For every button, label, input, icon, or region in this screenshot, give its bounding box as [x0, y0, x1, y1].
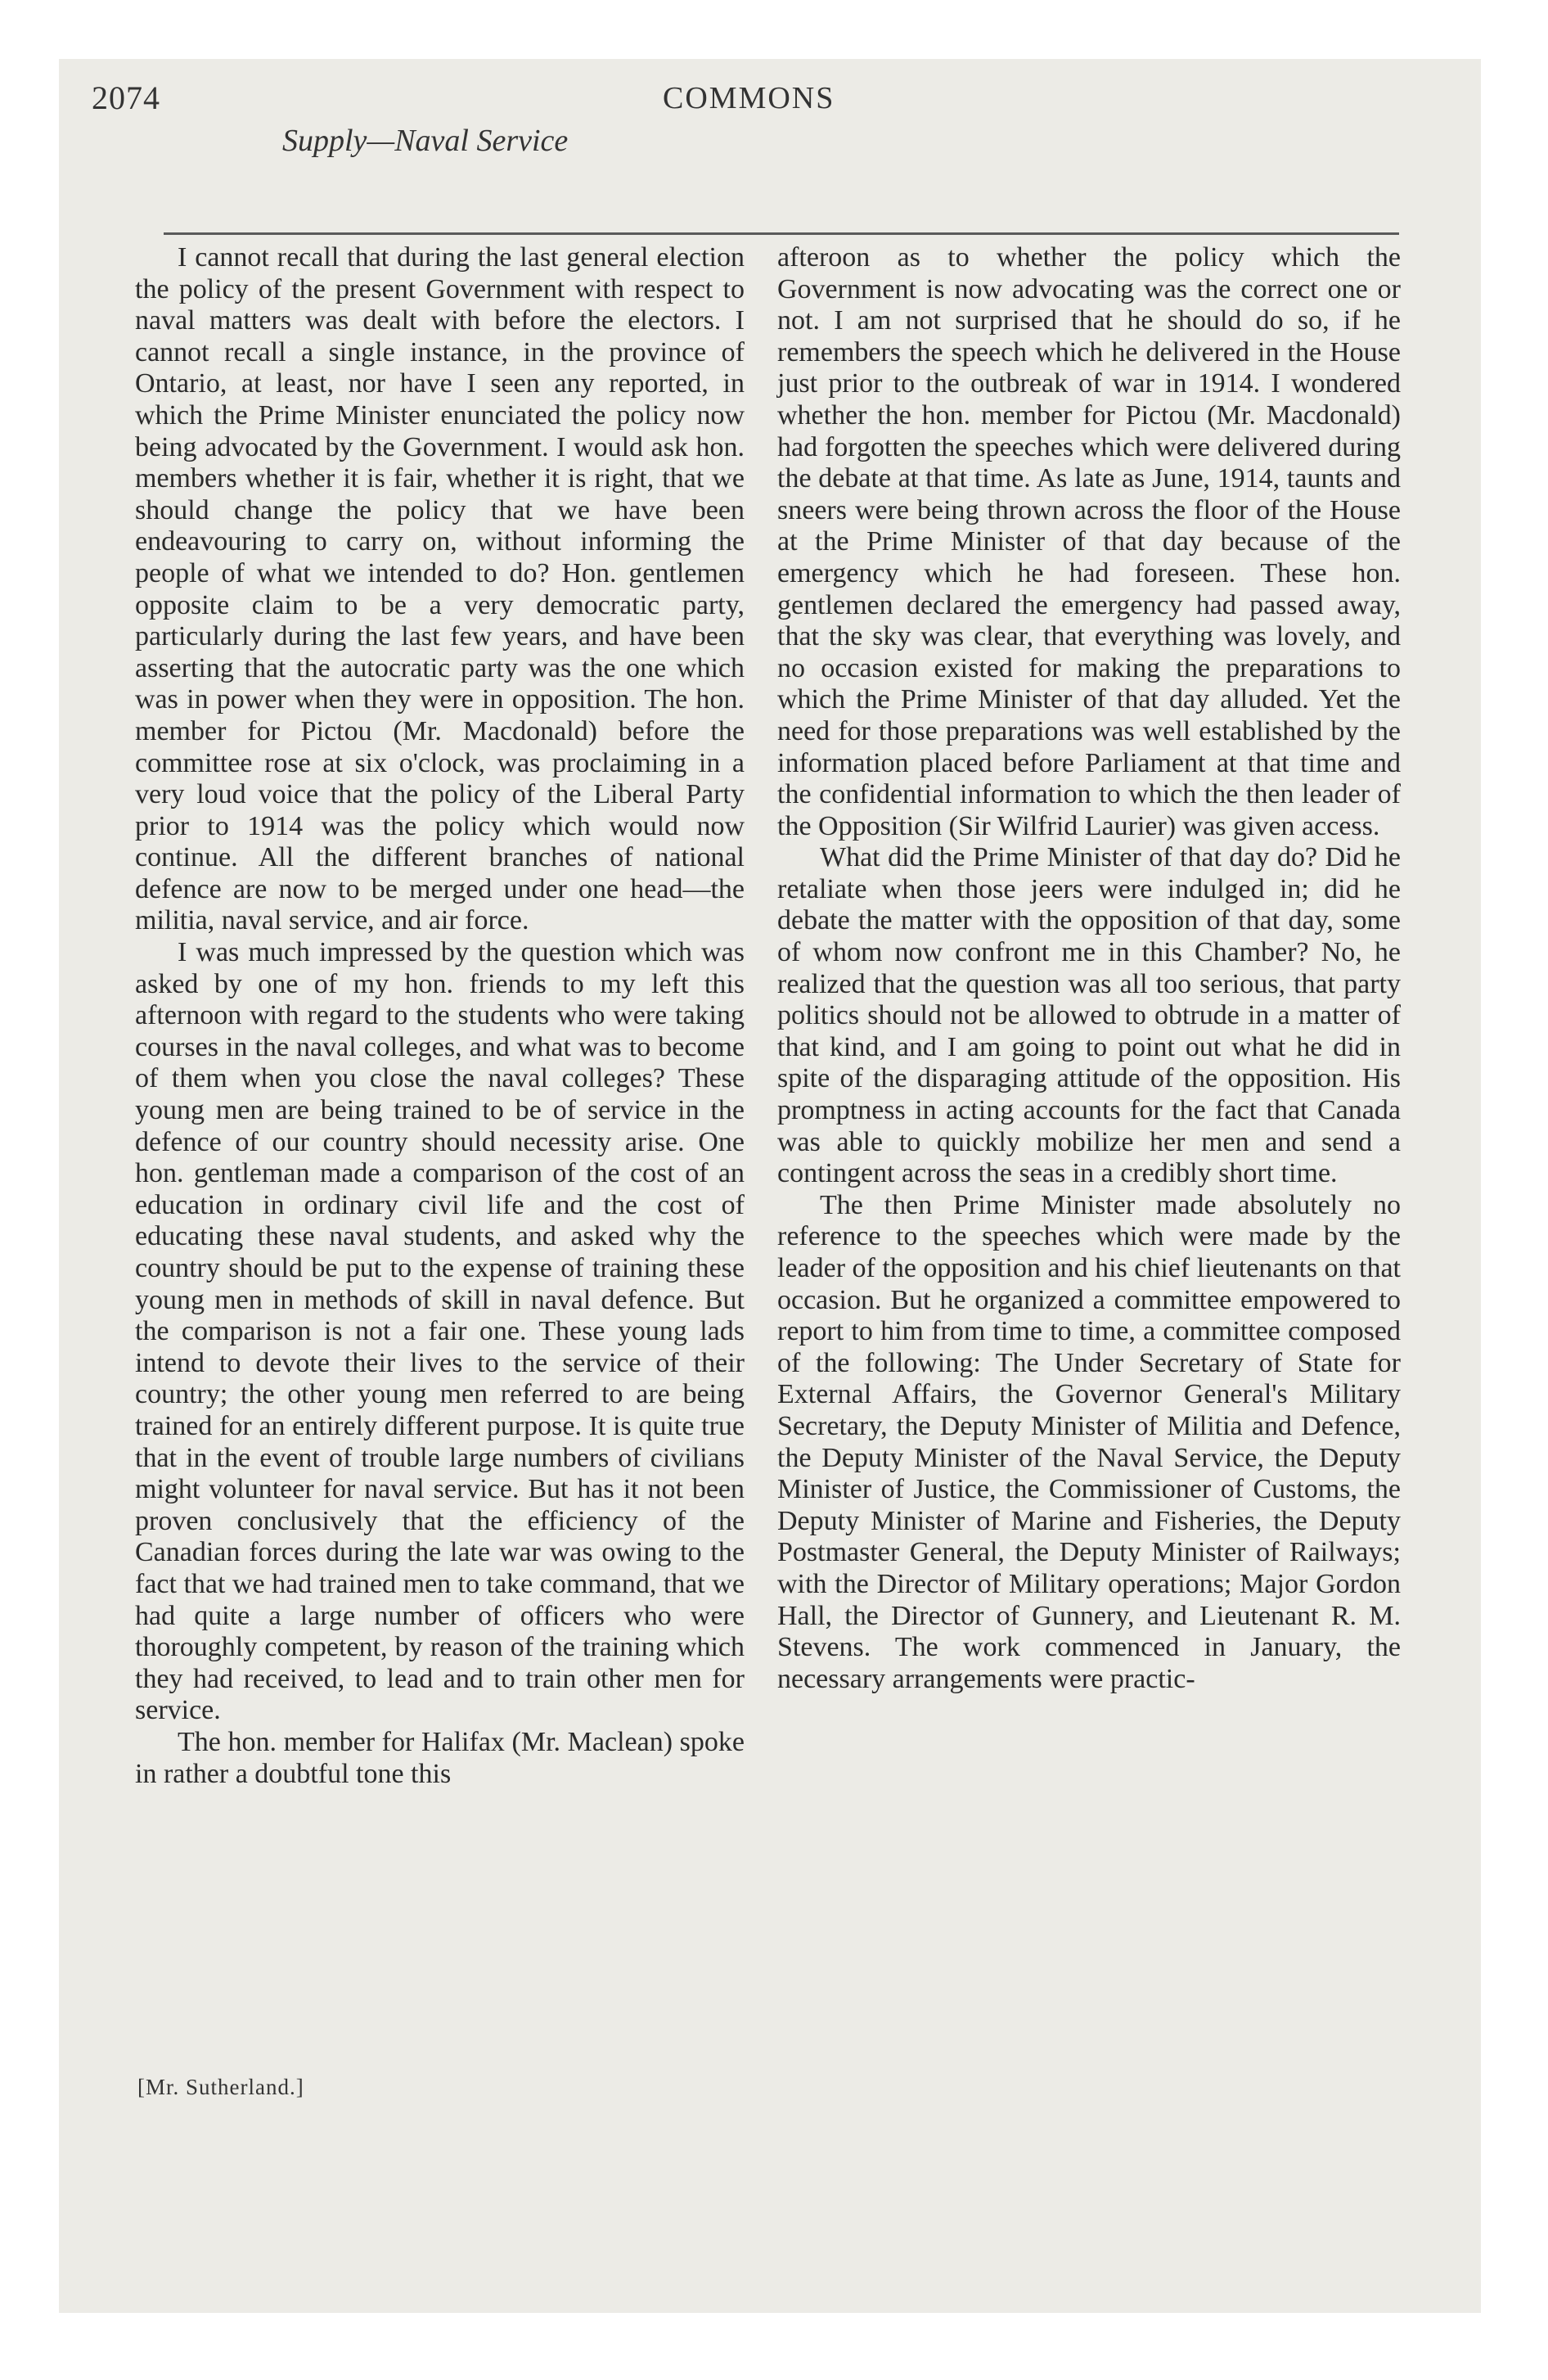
paragraph: afteroon as to whether the policy which the Government is now advocating was the correct one or not. I am not surprised that he should do so, if he remembers the speech which he delivered in the House just prior to the outbreak of war in 1914. I wondered whether the hon. member for Pictou (Mr. Macdonald) had forgotten the speeches which were delivered during the debate at that time. As late as June, 1914, taunts and sneers were being thrown across the floor of the House at the Prime Minister of that day because of the emergency which he had foreseen. These hon. gentlemen declared the emergency had passed away, that the sky was clear, that everything was lovely, and no occasion existed for making the preparations to which the Prime Minister of that day alluded. Yet the need for those preparations was well established by the information placed before Parliament at that time and the confidential information to which the then leader of the Opposition (Sir Wilfrid Laurier) was given access. — [777, 242, 1401, 841]
paragraph: I cannot recall that during the last general election the policy of the present Government with respect to naval matters was dealt with before the electors. I cannot recall a single instance, in the province of Ontario, at least, nor have I seen any reported, in which the Prime Minister enunciated the policy now being advocated by the Government. I would ask hon. members whether it is fair, whether it is right, that we should change the policy that we have been endeavouring to carry on, without informing the people of what we intended to do? Hon. gentlemen opposite claim to be a very democratic party, particularly during the last few years, and have been asserting that the autocratic party was the one which was in power when they were in opposition. The hon. member for Pictou (Mr. Macdonald) before the committee rose at six o'clock, was proclaiming in a very loud voice that the policy of the Liberal Party prior to 1914 was the policy which would now continue. All the different branches of national defence are now to be merged under one head—the militia, naval service, and air force. — [135, 242, 745, 936]
left-column — [135, 242, 745, 1790]
speaker-attribution: [Mr. Sutherland.] — [137, 2075, 304, 2099]
paragraph: The then Prime Minister made absolutely no reference to the speeches which were made by the leader of the opposition and his chief lieutenants on that occasion. But he organized a committee empowered to report to him from time to time, a committee composed of the following: The Under Secretary of State for External Affairs, the Governor General's Military Secretary, the Deputy Minister of Militia and Defence, the Deputy Minister of the Naval Service, the Deputy Minister of Justice, the Commissioner of Customs, the Deputy Minister of Marine and Fisheries, the Deputy Postmaster General, the Deputy Minister of Railways; with the Director of Military operations; Major Gordon Hall, the Director of Gunnery, and Lieutenant R. M. Stevens. The work commenced in January, the necessary arrangements were practic- — [777, 1189, 1401, 1694]
right-column — [777, 242, 1401, 1695]
running-subject: Supply—Naval Service — [282, 124, 569, 158]
paragraph: What did the Prime Minister of that day do? Did he retaliate when those jeers were indulged in; did he debate the matter with the opposition of that day, some of whom now confront me in this Chamber? No, he realized that the question was all too serious, that party politics should not be allowed to obtrude in a matter of that kind, and I am going to point out what he did in spite of the disparaging attitude of the opposition. His promptness in acting accounts for the fact that Canada was able to quickly mobilize her men and send a contingent across the seas in a credibly short time. — [777, 842, 1401, 1189]
paragraph: The hon. member for Halifax (Mr. Maclean) spoke in rather a doubtful tone this — [135, 1726, 745, 1789]
paragraph: I was much impressed by the question which was asked by one of my hon. friends to my left this afternoon with regard to the students who were taking courses in the naval colleges, and what was to become of them when you close the naval colleges? These young men are being trained to be of service in the defence of our country should necessity arise. One hon. gentleman made a comparison of the cost of an education in ordinary civil life and the cost of educating these naval students, and asked why the country should be put to the expense of training these young men in methods of skill in naval defence. But the comparison is not a fair one. These young lads intend to devote their lives to the service of their country; the other young men referred to are being trained for an entirely different purpose. It is quite true that in the event of trouble large numbers of civilians might volunteer for naval service. But has it not been proven conclusively that the efficiency of the Canadian forces during the late war was owing to the fact that we had trained men to take command, that we had quite a large number of officers who were thoroughly competent, by reason of the training which they had received, to lead and to train other men for service. — [135, 937, 745, 1726]
page-number: 2074 — [92, 79, 160, 116]
header-rule — [164, 232, 1399, 235]
chamber-heading: COMMONS — [663, 81, 835, 115]
